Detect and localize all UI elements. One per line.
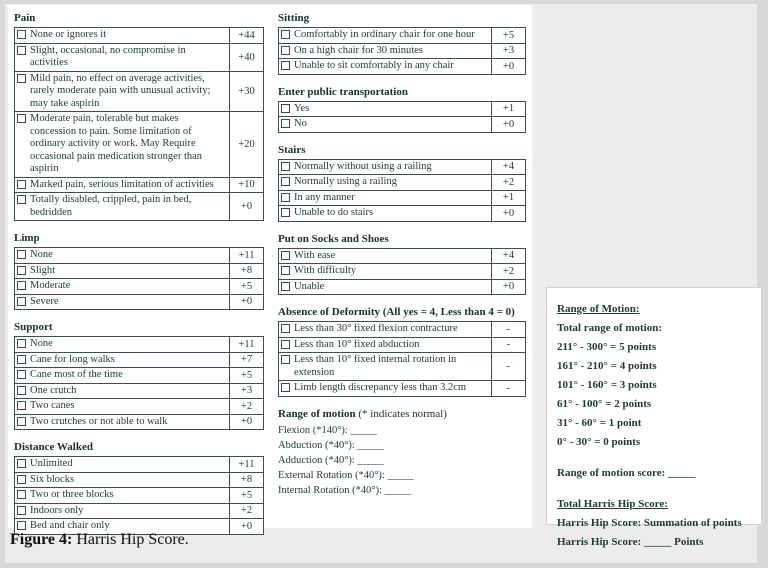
row-score: +4 bbox=[491, 249, 525, 264]
row-score: +3 bbox=[491, 44, 525, 59]
row-score: +5 bbox=[229, 279, 263, 294]
row-label-cell bbox=[279, 322, 491, 337]
checkbox[interactable] bbox=[17, 297, 26, 306]
row-label-cell bbox=[15, 399, 229, 414]
table-row bbox=[279, 352, 525, 380]
row-score: +7 bbox=[229, 353, 263, 368]
row-label-cell bbox=[15, 415, 229, 430]
checkbox[interactable] bbox=[17, 266, 26, 275]
row-label: Comfortably in ordinary chair for one hour bbox=[294, 29, 475, 40]
row-label: Two or three blocks bbox=[30, 489, 114, 500]
table-row bbox=[15, 278, 263, 294]
row-label-cell bbox=[279, 102, 491, 117]
row-label-cell bbox=[15, 488, 229, 503]
row-label-cell bbox=[15, 264, 229, 279]
checkbox[interactable] bbox=[281, 266, 290, 275]
table-row bbox=[279, 380, 525, 396]
rom-measurement-line: Abduction (*40°): _____ bbox=[278, 439, 384, 451]
row-label-cell bbox=[15, 353, 229, 368]
row-score: +1 bbox=[491, 191, 525, 206]
checkbox[interactable] bbox=[281, 340, 290, 349]
row-label-cell bbox=[15, 112, 229, 177]
table-row bbox=[15, 367, 263, 383]
row-label-cell bbox=[279, 28, 491, 43]
socks-shoes-table bbox=[278, 248, 526, 296]
row-label: Indoors only bbox=[30, 504, 84, 516]
rom-measurement-line: External Rotation (*40°): _____ bbox=[278, 469, 414, 481]
table-row bbox=[279, 322, 525, 337]
row-score: - bbox=[491, 322, 525, 337]
section-title-limp: Limp bbox=[14, 232, 40, 244]
sitting-table bbox=[278, 27, 526, 75]
row-score: +0 bbox=[491, 59, 525, 74]
row-score: +2 bbox=[491, 175, 525, 190]
checkbox[interactable] bbox=[281, 46, 290, 55]
checkbox[interactable] bbox=[281, 208, 290, 217]
row-score: +0 bbox=[491, 206, 525, 221]
table-row bbox=[279, 249, 525, 264]
row-score: - bbox=[491, 353, 525, 380]
table-row bbox=[15, 472, 263, 488]
row-label: Severe bbox=[30, 295, 59, 307]
rom-summary-subheading: Total range of motion: bbox=[557, 322, 663, 334]
section-absence-of-deformity bbox=[278, 306, 526, 397]
section-public-transportation bbox=[278, 86, 526, 133]
checkbox[interactable] bbox=[281, 30, 290, 39]
row-label: None bbox=[30, 249, 53, 260]
checkbox[interactable] bbox=[17, 355, 26, 364]
limp-table bbox=[14, 247, 264, 310]
row-label: Mild pain, no effect on average activities, rarely moderate pain with unusual activity; may take aspirin bbox=[30, 72, 211, 109]
row-score: +11 bbox=[229, 457, 263, 472]
checkbox[interactable] bbox=[281, 355, 290, 364]
range-of-motion-summary-panel bbox=[546, 287, 762, 548]
table-row bbox=[15, 177, 263, 193]
row-label-cell bbox=[15, 384, 229, 399]
table-row bbox=[15, 294, 263, 310]
row-label-cell bbox=[15, 473, 229, 488]
table-row bbox=[15, 111, 263, 177]
checkbox[interactable] bbox=[281, 383, 290, 392]
checkbox[interactable] bbox=[17, 459, 26, 468]
stairs-table bbox=[278, 159, 526, 222]
harris-hip-score-form bbox=[8, 5, 532, 532]
row-score: +2 bbox=[229, 504, 263, 519]
table-row bbox=[279, 190, 525, 206]
checkbox[interactable] bbox=[17, 475, 26, 484]
section-limp bbox=[14, 232, 264, 310]
table-row bbox=[279, 102, 525, 117]
row-score: +1 bbox=[491, 102, 525, 117]
row-label: Bed and chair only bbox=[30, 520, 110, 531]
checkbox[interactable] bbox=[17, 74, 26, 83]
row-label-cell bbox=[15, 72, 229, 112]
row-label: Less than 30° fixed flexion contracture bbox=[294, 323, 458, 334]
table-row bbox=[15, 28, 263, 43]
rom-measurement-line: Flexion (*140°): _____ bbox=[278, 424, 377, 436]
row-label-cell bbox=[15, 193, 229, 220]
row-label-cell bbox=[15, 295, 229, 310]
table-row bbox=[15, 414, 263, 430]
table-row bbox=[279, 58, 525, 74]
row-label: Normally without using a railing bbox=[294, 160, 432, 172]
distance-walked-table bbox=[14, 456, 264, 535]
table-row bbox=[279, 263, 525, 279]
row-score: - bbox=[491, 381, 525, 396]
row-label: None or ignores it bbox=[30, 29, 107, 40]
row-label-cell bbox=[279, 206, 491, 221]
row-label-cell bbox=[15, 337, 229, 352]
absence-of-deformity-table bbox=[278, 321, 526, 397]
checkbox[interactable] bbox=[281, 61, 290, 70]
row-label: Six blocks bbox=[30, 473, 75, 485]
rom-scale-line: 61° - 100° = 2 points bbox=[557, 398, 652, 410]
row-label: Cane most of the time bbox=[30, 369, 123, 380]
rom-scale-list bbox=[557, 338, 751, 452]
checkbox[interactable] bbox=[17, 417, 26, 426]
checkbox[interactable] bbox=[17, 386, 26, 395]
row-label: In any manner bbox=[294, 191, 355, 203]
row-label: Slight, occasional, no compromise in activities bbox=[30, 44, 186, 68]
table-row bbox=[15, 71, 263, 112]
row-label: Unable to do stairs bbox=[294, 207, 374, 218]
rom-scale-line: 101° - 160° = 3 points bbox=[557, 379, 657, 391]
checkbox[interactable] bbox=[17, 195, 26, 204]
row-label-cell bbox=[279, 175, 491, 190]
row-label: None bbox=[30, 338, 53, 349]
checkbox[interactable] bbox=[17, 281, 26, 290]
pain-table bbox=[14, 27, 264, 221]
row-label: Unlimited bbox=[30, 458, 73, 469]
row-label-cell bbox=[279, 338, 491, 353]
row-label-cell bbox=[279, 280, 491, 295]
section-title-public-transportation: Enter public transportation bbox=[278, 85, 408, 98]
row-score: +11 bbox=[229, 337, 263, 352]
rom-score-line: Range of motion score: _____ bbox=[557, 467, 696, 479]
row-score: +2 bbox=[229, 399, 263, 414]
row-score: +5 bbox=[229, 368, 263, 383]
checkbox[interactable] bbox=[281, 193, 290, 202]
row-label: Cane for long walks bbox=[30, 353, 115, 365]
section-title-socks-shoes: Put on Socks and Shoes bbox=[278, 232, 389, 245]
table-row bbox=[279, 43, 525, 59]
row-score: +0 bbox=[491, 280, 525, 295]
row-label: Unable to sit comfortably in any chair bbox=[294, 60, 454, 71]
row-label: Less than 10° fixed internal rotation in extension bbox=[294, 354, 457, 378]
table-row bbox=[15, 337, 263, 352]
row-label-cell bbox=[279, 264, 491, 279]
total-score-heading: Total Harris Hip Score: bbox=[557, 498, 668, 510]
table-row bbox=[15, 383, 263, 399]
section-pain bbox=[14, 12, 264, 221]
table-row bbox=[279, 116, 525, 132]
support-table bbox=[14, 336, 264, 430]
row-label-cell bbox=[15, 279, 229, 294]
row-score: +0 bbox=[229, 519, 263, 534]
row-score: +44 bbox=[229, 28, 263, 43]
row-label-cell bbox=[279, 381, 491, 396]
row-label-cell bbox=[15, 248, 229, 263]
section-title-sitting: Sitting bbox=[278, 12, 310, 24]
form-middle-column bbox=[278, 12, 526, 521]
row-score: +20 bbox=[229, 112, 263, 177]
table-row bbox=[15, 457, 263, 472]
row-label-cell bbox=[15, 504, 229, 519]
figure-caption-label: Figure 4: bbox=[10, 531, 73, 548]
checkbox[interactable] bbox=[17, 506, 26, 515]
table-row bbox=[15, 43, 263, 71]
rom-measurement-line: Internal Rotation (*40°): _____ bbox=[278, 484, 411, 496]
checkbox[interactable] bbox=[281, 104, 290, 113]
row-score: +0 bbox=[229, 415, 263, 430]
row-label-cell bbox=[15, 44, 229, 71]
row-label: Slight bbox=[30, 264, 56, 276]
table-row bbox=[15, 192, 263, 220]
row-score: +0 bbox=[229, 193, 263, 220]
row-label: Yes bbox=[294, 102, 310, 114]
section-title-stairs: Stairs bbox=[278, 143, 306, 156]
rom-scale-line: 31° - 60° = 1 point bbox=[557, 417, 642, 429]
rom-scale-line: 211° - 300° = 5 points bbox=[557, 341, 657, 353]
row-label-cell bbox=[15, 28, 229, 43]
rom-scale-line: 161° - 210° = 4 points bbox=[557, 360, 657, 372]
checkbox[interactable] bbox=[17, 339, 26, 348]
row-label-cell bbox=[279, 117, 491, 132]
row-label: Moderate pain, tolerable but makes concession to pain. Some limitation of ordinary activity or work. May Require occasional pain medication stronger than aspirin bbox=[30, 113, 203, 174]
table-row bbox=[15, 248, 263, 263]
row-label: Two crutches or not able to walk bbox=[30, 415, 168, 427]
checkbox[interactable] bbox=[17, 180, 26, 189]
row-label-cell bbox=[15, 457, 229, 472]
row-label-cell bbox=[279, 160, 491, 175]
table-row bbox=[279, 160, 525, 175]
total-score-summation-line: Harris Hip Score: Summation of points bbox=[557, 517, 742, 529]
section-socks-shoes bbox=[278, 233, 526, 296]
checkbox[interactable] bbox=[281, 162, 290, 171]
row-score: +4 bbox=[491, 160, 525, 175]
row-label-cell bbox=[279, 191, 491, 206]
table-row bbox=[279, 337, 525, 353]
checkbox[interactable] bbox=[281, 177, 290, 186]
row-label: No bbox=[294, 118, 307, 129]
section-title-range-of-motion bbox=[278, 408, 526, 421]
section-title-absence-of-deformity: Absence of Deformity (All yes = 4, Less than 4 = 0) bbox=[278, 306, 515, 318]
row-score: +8 bbox=[229, 473, 263, 488]
checkbox[interactable] bbox=[281, 251, 290, 260]
total-score-points-line: Harris Hip Score: _____ Points bbox=[557, 536, 704, 548]
section-stairs bbox=[278, 144, 526, 222]
section-title-pain: Pain bbox=[14, 12, 36, 24]
rom-title-note: (* indicates normal) bbox=[355, 407, 447, 420]
section-title-distance-walked: Distance Walked bbox=[14, 441, 93, 453]
rom-measurement-lines bbox=[278, 423, 526, 498]
row-score: +10 bbox=[229, 178, 263, 193]
form-left-column bbox=[14, 12, 264, 532]
checkbox[interactable] bbox=[17, 46, 26, 55]
row-score: +0 bbox=[229, 295, 263, 310]
section-distance-walked bbox=[14, 441, 264, 535]
rom-title: Range of motion bbox=[278, 407, 356, 420]
checkbox[interactable] bbox=[17, 250, 26, 259]
row-label: On a high chair for 30 minutes bbox=[294, 44, 423, 56]
section-range-of-motion bbox=[278, 408, 526, 498]
checkbox[interactable] bbox=[281, 282, 290, 291]
figure-caption-text: Harris Hip Score. bbox=[72, 531, 189, 548]
checkbox[interactable] bbox=[17, 114, 26, 123]
row-label: One crutch bbox=[30, 384, 77, 396]
row-label: Marked pain, serious limitation of activities bbox=[30, 178, 214, 190]
checkbox[interactable] bbox=[17, 30, 26, 39]
checkbox[interactable] bbox=[17, 521, 26, 530]
row-score: +0 bbox=[491, 117, 525, 132]
rom-measurement-line: Adduction (*40°): _____ bbox=[278, 454, 384, 466]
figure-caption bbox=[10, 531, 189, 549]
checkbox[interactable] bbox=[17, 401, 26, 410]
row-label: Totally disabled, crippled, pain in bed, bedridden bbox=[30, 194, 192, 218]
table-row bbox=[279, 205, 525, 221]
section-title-support: Support bbox=[14, 321, 53, 333]
checkbox[interactable] bbox=[281, 324, 290, 333]
checkbox[interactable] bbox=[281, 119, 290, 128]
row-label: Moderate bbox=[30, 280, 71, 291]
row-label: Limb length discrepancy less than 3.2cm bbox=[294, 382, 467, 393]
rom-scale-line: 0° - 30° = 0 points bbox=[557, 436, 641, 448]
table-row bbox=[279, 28, 525, 43]
row-label: Less than 10° fixed abduction bbox=[294, 338, 420, 350]
row-score: - bbox=[491, 338, 525, 353]
row-score: +40 bbox=[229, 44, 263, 71]
table-row bbox=[15, 352, 263, 368]
rom-summary-heading: Range of Motion: bbox=[557, 303, 640, 315]
section-support bbox=[14, 321, 264, 430]
row-label-cell bbox=[279, 249, 491, 264]
table-row bbox=[15, 263, 263, 279]
table-row bbox=[15, 398, 263, 414]
table-row bbox=[15, 503, 263, 519]
row-label: With ease bbox=[294, 249, 336, 261]
row-label-cell bbox=[279, 44, 491, 59]
table-row bbox=[279, 279, 525, 295]
row-label: Normally using a railing bbox=[294, 176, 397, 187]
row-score: +8 bbox=[229, 264, 263, 279]
row-label: With difficulty bbox=[294, 265, 357, 276]
row-score: +2 bbox=[491, 264, 525, 279]
row-score: +5 bbox=[491, 28, 525, 43]
table-row bbox=[15, 487, 263, 503]
row-label: Two canes bbox=[30, 400, 75, 411]
row-score: +11 bbox=[229, 248, 263, 263]
row-label-cell bbox=[15, 178, 229, 193]
section-sitting bbox=[278, 12, 526, 75]
row-label-cell bbox=[15, 368, 229, 383]
row-label: Unable bbox=[294, 280, 325, 292]
checkbox[interactable] bbox=[17, 490, 26, 499]
public-transportation-table bbox=[278, 101, 526, 133]
row-label-cell bbox=[279, 353, 491, 380]
row-score: +5 bbox=[229, 488, 263, 503]
row-score: +3 bbox=[229, 384, 263, 399]
row-label-cell bbox=[279, 59, 491, 74]
checkbox[interactable] bbox=[17, 370, 26, 379]
table-row bbox=[279, 174, 525, 190]
row-score: +30 bbox=[229, 72, 263, 112]
